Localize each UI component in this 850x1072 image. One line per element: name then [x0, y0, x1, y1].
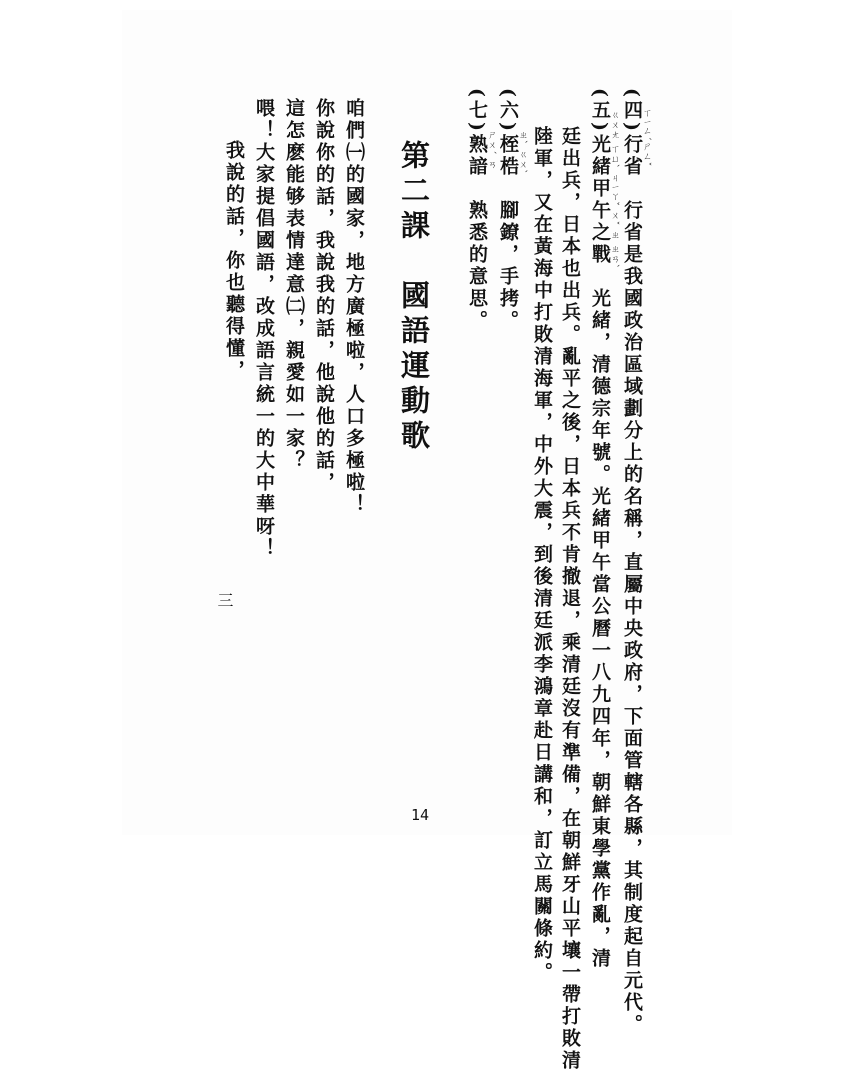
- note-7-term: 熟諳: [466, 133, 488, 178]
- poem-line-2: 你說你的話，我說我的話，他說他的話，: [313, 98, 335, 494]
- note-7-mark: (七): [466, 88, 488, 134]
- note-6: [498, 88, 517, 332]
- note-6-mark: (六): [497, 88, 519, 134]
- note-7-zhuyin: ㄕㄨˊ ㄢ: [486, 130, 496, 170]
- note-4-zhuyin: ㄒㄧㄥˊㄕㄥˇ: [641, 108, 651, 168]
- note-5-zhuyin: ㄍㄨㄤ ㄒㄩˋ ㄐㄧㄚˇ ㄨˇ ㄓ ㄓㄢˋ: [609, 110, 619, 270]
- note-4-term: 行省: [621, 133, 643, 178]
- note-5-text-2: 廷出兵，日本也出兵。亂平之後，日本兵不肯撤退，乘清廷沒有準備，在朝鮮牙山平壤一帶打敗清: [559, 126, 581, 1072]
- poem-line-4: 喂！大家提倡國語，改成語言統一的大中華呀！: [253, 98, 275, 560]
- book-page: [122, 10, 732, 1072]
- note-5-text-3: 陸軍，又在黃海中打敗清海軍，中外大震，到後清廷派李鴻章赴日講和，訂立馬關條約。: [531, 126, 553, 984]
- note-6-zhuyin: ㄓˋ ㄍㄨˋ: [517, 130, 527, 175]
- poem-line-1: 咱們㈠的國家，地方廣極啦，人口多極啦！: [343, 98, 365, 516]
- note-5: [590, 88, 609, 970]
- note-5-line-2: [560, 126, 579, 1072]
- note-5-text: 光緒，清德宗年號。光緒甲午當公曆一八九四年，朝鮮東學黨作亂，清: [589, 287, 611, 970]
- chinese-page-number: 三: [215, 592, 234, 608]
- note-4-mark: (四): [621, 88, 643, 134]
- note-6-text: 腳鐐，手拷。: [497, 199, 519, 332]
- note-4-text: 行省是我國政治區域劃分上的名稱，直屬中央政府，下面管轄各縣，其制度起自元代。: [621, 199, 643, 1036]
- note-4: [622, 88, 641, 1036]
- note-5-mark: (五): [589, 88, 611, 134]
- note-5-term: 光緒甲午之戰: [589, 133, 611, 266]
- lesson-title: 第二課 國語運動歌: [397, 140, 431, 455]
- poem-line-3: 這怎麽能够表情達意㈡，親愛如一家？: [283, 98, 305, 472]
- page-number: 14: [410, 806, 430, 824]
- note-6-term: 桎梏: [497, 133, 519, 178]
- note-5-line-3: [532, 126, 551, 984]
- poem-line-5: 我說的話，你也聽得懂，: [223, 140, 245, 382]
- note-7-text: 熟悉的意思。: [466, 199, 488, 332]
- note-7: [467, 88, 486, 332]
